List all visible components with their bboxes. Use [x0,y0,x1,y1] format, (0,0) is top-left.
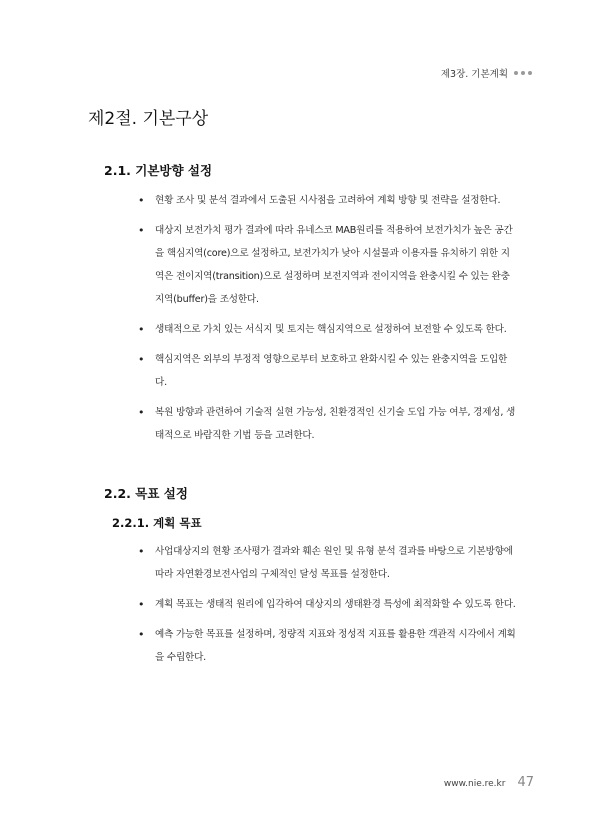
bullet-list [138,540,518,676]
footer-url: www.nie.re.kr [443,779,506,789]
list-item: • 예측 가능한 목표를 설정하며, 정량적 지표와 정성적 지표를 활용한 객관적 시각에서 계획을 수립한다. [138,623,518,669]
subsection-heading: 2.2. 목표 설정 [104,486,188,501]
list-item: • 생태적으로 가치 있는 서식지 및 토지는 핵심지역으로 설정하여 보전할 수 있도록 한다. [138,318,518,341]
bullet-list [138,189,518,454]
subsection-heading: 2.1. 기본방향 설정 [104,163,213,178]
running-header [441,66,532,80]
list-item: • 현황 조사 및 분석 결과에서 도출된 시사점을 고려하여 계획 방향 및 전략을 설정한다. [138,189,518,212]
list-item: • 계획 목표는 생태적 원리에 입각하여 대상지의 생태환경 특성에 최적화할 수 있도록 한다. [138,593,518,616]
list-item: • 사업대상지의 현황 조사평가 결과와 훼손 원인 및 유형 분석 결과를 바탕으로 기본방향에 따라 자연환경보전사업의 구체적인 달성 목표를 설정한다. [138,540,518,586]
page-footer [444,775,534,790]
list-item: • 복원 방향과 관련하여 기술적 실현 가능성, 친환경적인 신기술 도입 가능 여부, 경제성, 생태적으로 바람직한 기법 등을 고려한다. [138,401,518,447]
chapter-label: 제3장. 기본계획 [440,69,508,80]
list-item: • 대상지 보전가치 평가 결과에 따라 유네스코 MAB원리를 적용하여 보전가치가 높은 공간을 핵심지역(core)으로 설정하고, 보전가치가 낮아 시설물과 이용자를 유치하기 위한 지역은 전이지역(transition)으로 설정하며 보전지역과 전이지역을 완충시킬 수 있는 완충지역(buffer)을 조성한다. [138,219,518,311]
page-number: 47 [517,775,534,790]
section-title: 제2절. 기본구상 [88,109,209,129]
list-item: • 핵심지역은 외부의 부정적 영향으로부터 보호하고 완화시킬 수 있는 완충지역을 도입한다. [138,348,518,394]
dots-ornament-icon [514,71,532,75]
sub-subsection-heading: 2.2.1. 계획 목표 [112,516,202,530]
